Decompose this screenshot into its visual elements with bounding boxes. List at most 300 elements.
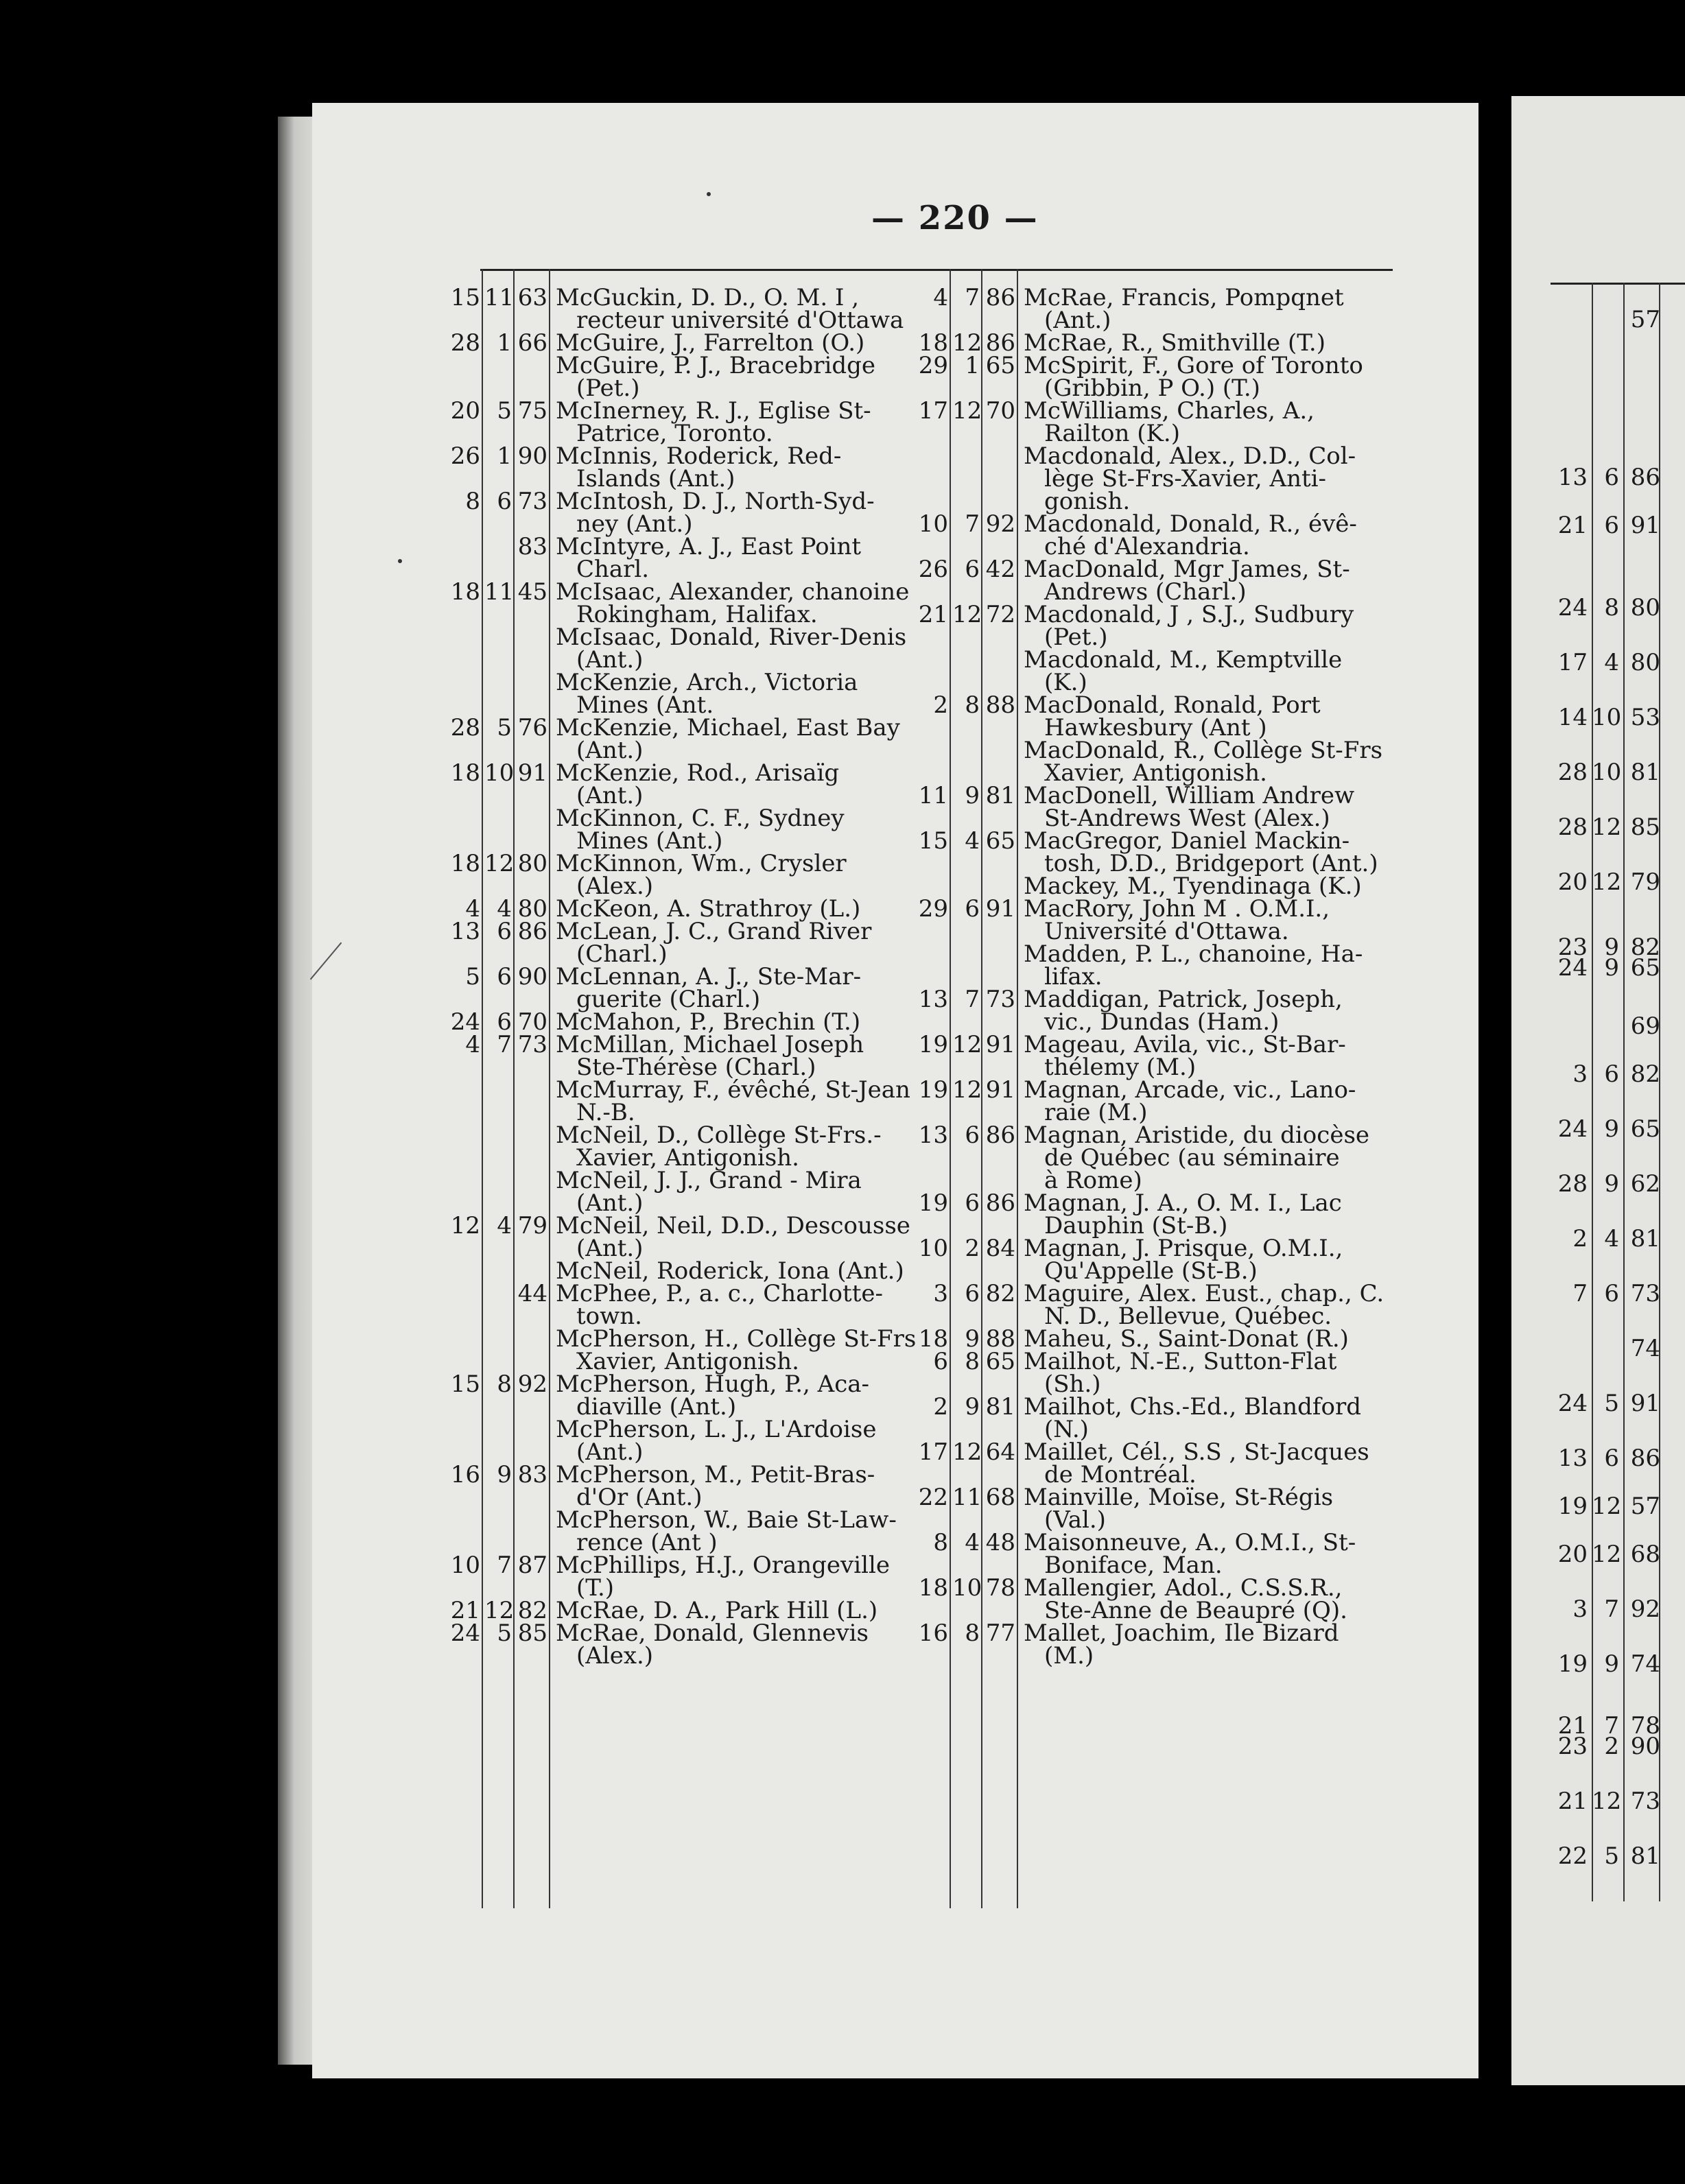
entry-text — [552, 1370, 919, 1421]
date-a: 11 — [918, 782, 948, 809]
entry-continuation: de Montréal. — [1044, 1461, 1197, 1488]
entry-continuation: (Ant.) — [1044, 307, 1111, 334]
next-page-row — [1544, 1225, 1681, 1253]
entry-name: McPherson, H., Collège St-Frs — [556, 1325, 917, 1353]
entry-name: McIsaac, Alexander, chanoine — [556, 578, 910, 606]
entry-continuation: raie (M.) — [1044, 1099, 1148, 1126]
next-date-c: 57 — [1630, 306, 1660, 333]
next-date-c: 81 — [1630, 1842, 1660, 1870]
date-b: 12 — [952, 329, 982, 357]
date-b: 11 — [484, 284, 515, 311]
next-page-row — [1544, 1842, 1681, 1870]
entry-continuation: Xavier, Antigonish. — [576, 1348, 799, 1375]
date-b — [484, 672, 516, 717]
entry-text — [552, 533, 919, 583]
date-c — [984, 649, 1020, 694]
date-a: 19 — [918, 1189, 948, 1217]
next-date-b: 5 — [1604, 1842, 1619, 1870]
entry-name: McLean, J. C., Grand River — [556, 918, 872, 945]
next-date-a: 24 — [1557, 954, 1588, 982]
next-date-c: 69 — [1630, 1012, 1660, 1040]
entry-continuation: Mines (Ant.) — [576, 827, 723, 855]
date-b: 6 — [497, 1008, 512, 1036]
date-b: 6 — [497, 488, 512, 515]
date-c: 90 — [517, 442, 547, 470]
date-a: 29 — [918, 352, 948, 379]
date-a: 28 — [450, 329, 480, 357]
date-b: 12 — [952, 1031, 982, 1058]
directory-entry — [907, 1189, 1387, 1239]
entry-name: McNeil, Roderick, Iona (Ant.) — [556, 1257, 904, 1285]
date-c: 91 — [985, 1031, 1015, 1058]
next-date-b: 8 — [1604, 594, 1619, 621]
next-date-c: 81 — [1630, 1225, 1660, 1253]
date-a — [907, 943, 952, 988]
next-date-c: 92 — [1630, 1595, 1660, 1623]
directory-entry — [439, 1554, 919, 1600]
entry-text — [1020, 1076, 1387, 1126]
entry-continuation: (Val.) — [1044, 1506, 1106, 1534]
date-a — [439, 536, 484, 581]
date-a: 17 — [918, 1438, 948, 1466]
date-a — [439, 1260, 484, 1283]
entry-text — [1020, 601, 1387, 651]
next-date-c: 86 — [1630, 1445, 1660, 1472]
directory-entry — [907, 397, 1387, 447]
directory-entry — [907, 558, 1387, 604]
entry-continuation: (Alex.) — [576, 1642, 654, 1670]
entry-name: McNeil, Neil, D.D., Descousse — [556, 1212, 910, 1239]
directory-entry — [907, 646, 1387, 696]
date-a — [439, 355, 484, 400]
date-c — [516, 355, 552, 400]
entry-name: McPhillips, H.J., Orangeville — [556, 1552, 890, 1579]
date-a: 18 — [918, 1574, 948, 1602]
date-a — [439, 672, 484, 717]
entry-text — [1020, 782, 1387, 832]
date-b: 1 — [497, 442, 512, 470]
entry-text — [552, 918, 919, 968]
next-page-row — [1544, 1650, 1681, 1678]
entry-name: McMahon, P., Brechin (T.) — [556, 1008, 861, 1036]
directory-entry — [439, 1212, 919, 1262]
next-date-c: 73 — [1630, 1788, 1660, 1815]
entry-text — [1020, 1280, 1387, 1330]
next-date-c: 85 — [1630, 814, 1660, 841]
entry-continuation: d'Or (Ant.) — [576, 1484, 703, 1511]
date-c: 92 — [517, 1370, 547, 1398]
date-b: 5 — [497, 714, 512, 741]
directory-entry — [439, 1461, 919, 1511]
directory-entry — [907, 1438, 1387, 1488]
date-a — [907, 649, 952, 694]
directory-entry — [907, 1529, 1387, 1579]
next-page-row — [1544, 1392, 1681, 1415]
next-date-b: 4 — [1604, 649, 1619, 676]
entry-name: McPherson, M., Petit-Bras- — [556, 1461, 875, 1488]
next-date-b: 5 — [1604, 1390, 1619, 1417]
entry-text — [1020, 1348, 1387, 1398]
date-c — [516, 1079, 552, 1124]
next-date-c: 81 — [1630, 759, 1660, 786]
next-date-b: 9 — [1604, 934, 1619, 961]
entry-continuation: (Ant.) — [576, 1438, 644, 1466]
entry-text — [552, 1076, 919, 1126]
next-date-b: 12 — [1592, 1788, 1622, 1815]
entry-continuation: à Rome) — [1044, 1167, 1142, 1194]
next-date-b — [1592, 1338, 1623, 1360]
entry-continuation: recteur université d'Ottawa — [576, 307, 904, 334]
date-c: 82 — [517, 1597, 547, 1624]
date-a: 10 — [450, 1552, 480, 1579]
directory-entry — [439, 963, 919, 1013]
next-date-a: 21 — [1557, 512, 1588, 539]
date-b: 12 — [952, 1076, 982, 1104]
next-date-c: 62 — [1630, 1170, 1660, 1198]
date-a — [907, 739, 952, 785]
entry-name: McMillan, Michael Joseph — [556, 1031, 864, 1058]
next-date-c: 91 — [1630, 1390, 1660, 1417]
next-date-b: 10 — [1592, 704, 1622, 731]
next-page-row — [1544, 704, 1681, 731]
entry-name: McKenzie, Rod., Arisaïg — [556, 759, 840, 787]
next-date-a: 17 — [1557, 649, 1588, 676]
entry-name: McInerney, R. J., Eglise St- — [556, 397, 871, 425]
directory-entry — [907, 1076, 1387, 1126]
date-c: 72 — [985, 601, 1015, 628]
entry-continuation: (Ant.) — [576, 782, 644, 809]
entry-continuation: St-Andrews West (Alex.) — [1044, 805, 1330, 832]
date-a: 21 — [918, 601, 948, 628]
entry-text — [1020, 558, 1387, 604]
next-date-b: 9 — [1604, 1115, 1619, 1143]
date-b — [952, 739, 984, 785]
entry-text — [552, 1280, 919, 1330]
directory-entry — [439, 714, 919, 764]
date-b — [484, 1170, 516, 1215]
date-a: 28 — [450, 714, 480, 741]
next-date-b: 9 — [1604, 1650, 1619, 1678]
date-a: 6 — [933, 1348, 948, 1375]
date-b — [952, 649, 984, 694]
date-c: 82 — [985, 1280, 1015, 1307]
date-b: 8 — [965, 1619, 980, 1647]
date-c: 42 — [985, 556, 1015, 583]
next-date-b: 4 — [1604, 1225, 1619, 1253]
next-date-b: 9 — [1604, 1170, 1619, 1198]
entry-continuation: rence (Ant ) — [576, 1529, 718, 1556]
entry-continuation: Railton (K.) — [1044, 420, 1180, 447]
date-c: 86 — [985, 1189, 1015, 1217]
directory-entry — [907, 284, 1387, 334]
next-date-b: 12 — [1592, 1541, 1622, 1568]
next-date-c: 91 — [1630, 512, 1660, 539]
entry-text — [552, 1416, 919, 1466]
entry-continuation: (K.) — [1044, 669, 1087, 696]
date-c: 65 — [985, 1348, 1015, 1375]
entry-continuation: (Ant.) — [576, 737, 644, 764]
entry-name: McKeon, A. Strathroy (L.) — [556, 895, 861, 923]
date-b: 10 — [952, 1574, 982, 1602]
next-date-a: 28 — [1557, 1170, 1588, 1198]
entry-text — [552, 759, 919, 809]
date-a: 3 — [933, 1280, 948, 1307]
next-page-row — [1544, 816, 1681, 839]
entry-continuation: Xavier, Antigonish. — [1044, 759, 1267, 787]
next-page-row — [1544, 1735, 1681, 1758]
date-c: 78 — [985, 1574, 1015, 1602]
next-page-row — [1544, 649, 1681, 676]
entry-name: McIntyre, A. J., East Point — [556, 533, 862, 560]
next-date-b: 12 — [1592, 1493, 1622, 1520]
book-gutter — [1478, 89, 1511, 2099]
next-date-c: 57 — [1630, 1493, 1660, 1520]
date-b: 9 — [965, 1393, 980, 1421]
date-a: 13 — [918, 1121, 948, 1149]
next-date-c: 78 — [1630, 1712, 1660, 1740]
entry-name: Macdonald, Alex., D.D., Col- — [1024, 442, 1356, 470]
directory-entry — [439, 442, 919, 492]
date-c — [516, 1124, 552, 1170]
entry-continuation: N.-B. — [576, 1099, 635, 1126]
entry-continuation: Rokingham, Halifax. — [576, 601, 818, 628]
next-date-b: 12 — [1592, 814, 1622, 841]
entry-name: McWilliams, Charles, A., — [1024, 397, 1315, 425]
entry-text — [552, 442, 919, 492]
date-a: 15 — [450, 284, 480, 311]
directory-entry — [439, 1506, 919, 1556]
date-b: 6 — [965, 1121, 980, 1149]
directory-entry — [907, 1031, 1387, 1081]
date-a: 18 — [918, 329, 948, 357]
next-date-b: 6 — [1604, 1280, 1619, 1307]
next-date-b: 6 — [1604, 464, 1619, 491]
entry-continuation: Ste-Thérèse (Charl.) — [576, 1054, 816, 1081]
date-c: 76 — [517, 714, 547, 741]
date-a: 18 — [450, 759, 480, 787]
next-date-c: 53 — [1630, 704, 1660, 731]
date-b: 2 — [965, 1235, 980, 1262]
entry-name: MacGregor, Daniel Mackin- — [1024, 827, 1350, 855]
directory-entry — [907, 1348, 1387, 1398]
directory-entry — [439, 1121, 919, 1172]
next-date-c: 65 — [1630, 954, 1660, 982]
date-b — [484, 536, 516, 581]
date-a: 20 — [450, 397, 480, 425]
next-page-row — [1544, 1170, 1681, 1198]
entry-name: McKinnon, Wm., Crysler — [556, 850, 847, 877]
next-page-row — [1544, 466, 1681, 489]
entry-continuation: lège St-Frs-Xavier, Anti- — [1044, 465, 1326, 492]
entry-text — [1020, 1438, 1387, 1488]
entry-name: McLennan, A. J., Ste-Mar- — [556, 963, 862, 990]
next-date-c: 65 — [1630, 1115, 1660, 1143]
date-a — [439, 1079, 484, 1124]
directory-entry — [439, 578, 919, 628]
date-c — [516, 626, 552, 672]
date-a: 29 — [918, 895, 948, 923]
date-b — [952, 943, 984, 988]
entry-name: McRae, D. A., Park Hill (L.) — [556, 1597, 878, 1624]
directory-entry — [439, 1416, 919, 1466]
entry-continuation: (N.) — [1044, 1416, 1089, 1443]
next-date-b — [1592, 309, 1623, 331]
date-c: 70 — [517, 1008, 547, 1036]
directory-entry — [439, 284, 919, 334]
next-page-row — [1544, 1012, 1681, 1040]
entry-name: McMurray, F., évêché, St-Jean — [556, 1076, 910, 1104]
date-a: 8 — [933, 1529, 948, 1556]
directory-entry — [439, 397, 919, 447]
directory-entry — [439, 533, 919, 583]
date-c: 80 — [517, 850, 547, 877]
directory-entry — [439, 850, 919, 900]
entry-text — [1020, 827, 1387, 877]
date-a: 15 — [918, 827, 948, 855]
next-date-a: 3 — [1572, 1595, 1588, 1623]
date-c — [984, 445, 1020, 513]
directory-entry — [907, 1121, 1387, 1194]
next-page-row — [1544, 1790, 1681, 1813]
entry-text — [1020, 1393, 1387, 1443]
directory-entry — [439, 918, 919, 968]
date-c: 84 — [985, 1235, 1015, 1262]
date-c: 92 — [985, 510, 1015, 538]
date-b — [484, 807, 516, 853]
entry-text — [552, 963, 919, 1013]
date-a: 4 — [465, 895, 480, 923]
next-date-a: 28 — [1557, 759, 1588, 786]
date-a — [439, 1124, 484, 1170]
entry-text — [552, 1506, 919, 1556]
entry-name: McGuckin, D. D., O. M. I , — [556, 284, 860, 311]
entry-continuation: (Pet.) — [1044, 624, 1108, 651]
entry-name: Mainville, Moïse, St-Régis — [1024, 1484, 1334, 1511]
entry-text — [1020, 397, 1387, 447]
date-c: 88 — [985, 1325, 1015, 1353]
entry-name: McKenzie, Arch., Victoria — [556, 669, 858, 696]
date-c: 75 — [517, 397, 547, 425]
directory-entry — [439, 1031, 919, 1081]
date-a: 24 — [450, 1619, 480, 1647]
next-date-b: 6 — [1604, 1445, 1619, 1472]
date-b: 4 — [497, 895, 512, 923]
next-page-row — [1544, 1543, 1681, 1566]
next-date-a: 14 — [1557, 704, 1588, 731]
date-c: 91 — [517, 759, 547, 787]
next-date-a: 3 — [1572, 1060, 1588, 1088]
next-date-a: 20 — [1557, 868, 1588, 896]
entry-text — [1020, 1189, 1387, 1239]
entry-name: McSpirit, F., Gore of Toronto — [1024, 352, 1363, 379]
entry-text — [1020, 352, 1387, 402]
date-b: 4 — [965, 1529, 980, 1556]
entry-name: Maisonneuve, A., O.M.I., St- — [1024, 1529, 1356, 1556]
entry-continuation: (Sh.) — [1044, 1370, 1101, 1398]
next-date-a: 20 — [1557, 1541, 1588, 1568]
next-date-c: 82 — [1630, 934, 1660, 961]
date-b: 7 — [497, 1031, 512, 1058]
next-date-a: 13 — [1557, 1445, 1588, 1472]
date-b: 8 — [965, 1348, 980, 1375]
date-c: 65 — [985, 827, 1015, 855]
date-a: 24 — [450, 1008, 480, 1036]
date-b: 5 — [497, 397, 512, 425]
entry-text — [1020, 739, 1387, 785]
entry-name: Maddigan, Patrick, Joseph, — [1024, 986, 1343, 1013]
date-c — [516, 672, 552, 717]
directory-entry — [907, 1619, 1387, 1670]
next-date-a: 24 — [1557, 594, 1588, 621]
entry-text — [552, 1461, 919, 1511]
next-date-c: 68 — [1630, 1541, 1660, 1568]
right-column — [907, 284, 1387, 1670]
directory-entry — [907, 739, 1387, 785]
date-a: 26 — [918, 556, 948, 583]
date-a: 4 — [465, 1031, 480, 1058]
date-b: 7 — [965, 986, 980, 1013]
date-a — [439, 1419, 484, 1464]
entry-continuation: vic., Dundas (Ham.) — [1044, 1008, 1280, 1036]
entry-continuation: (Alex.) — [576, 873, 654, 900]
date-b: 8 — [965, 691, 980, 719]
directory-entry — [907, 827, 1387, 877]
entry-text — [552, 397, 919, 447]
date-c: 91 — [985, 895, 1015, 923]
entry-continuation: Islands (Ant.) — [576, 465, 735, 492]
next-page-row — [1544, 1595, 1681, 1623]
date-c: 91 — [985, 1076, 1015, 1104]
entry-name: McInnis, Roderick, Red- — [556, 442, 842, 470]
entry-text — [1020, 510, 1387, 560]
next-date-c: 74 — [1630, 1650, 1660, 1678]
entry-continuation: guerite (Charl.) — [576, 986, 761, 1013]
ink-dot — [707, 192, 711, 196]
entry-name: McIntosh, D. J., North-Syd- — [556, 488, 875, 515]
entry-name: McRae, R., Smithville (T.) — [1024, 329, 1326, 357]
left-column — [439, 284, 919, 1670]
date-b: 6 — [965, 1189, 980, 1217]
next-date-a: 24 — [1557, 1115, 1588, 1143]
entry-name: MacDonald, Ronald, Port — [1024, 691, 1321, 719]
next-page-row — [1544, 868, 1681, 896]
date-c: 86 — [985, 329, 1015, 357]
entry-name: Madden, P. L., chanoine, Ha- — [1024, 940, 1363, 968]
entry-text — [1020, 1237, 1387, 1283]
directory-entry — [439, 490, 919, 536]
entry-continuation: ney (Ant.) — [576, 510, 693, 538]
entry-name: Magnan, Aristide, du diocèse — [1024, 1121, 1370, 1149]
date-b: 1 — [497, 329, 512, 357]
date-b: 7 — [965, 510, 980, 538]
date-b — [484, 1419, 516, 1464]
date-c: 48 — [985, 1529, 1015, 1556]
date-b: 7 — [965, 284, 980, 311]
date-a: 12 — [450, 1212, 480, 1239]
next-date-b — [1592, 1015, 1623, 1038]
entry-continuation: tosh, D.D., Bridgeport (Ant.) — [1044, 850, 1378, 877]
directory-entry — [907, 895, 1387, 945]
date-a: 15 — [450, 1370, 480, 1398]
entry-name: Macdonald, J , S.J., Sudbury — [1024, 601, 1354, 628]
date-c: 85 — [517, 1619, 547, 1647]
directory-entry — [907, 1574, 1387, 1624]
next-date-b: 7 — [1604, 1595, 1619, 1623]
next-date-a: 19 — [1557, 1493, 1588, 1520]
next-date-c: 80 — [1630, 649, 1660, 676]
directory-entry — [907, 782, 1387, 832]
directory-entry — [439, 626, 919, 672]
